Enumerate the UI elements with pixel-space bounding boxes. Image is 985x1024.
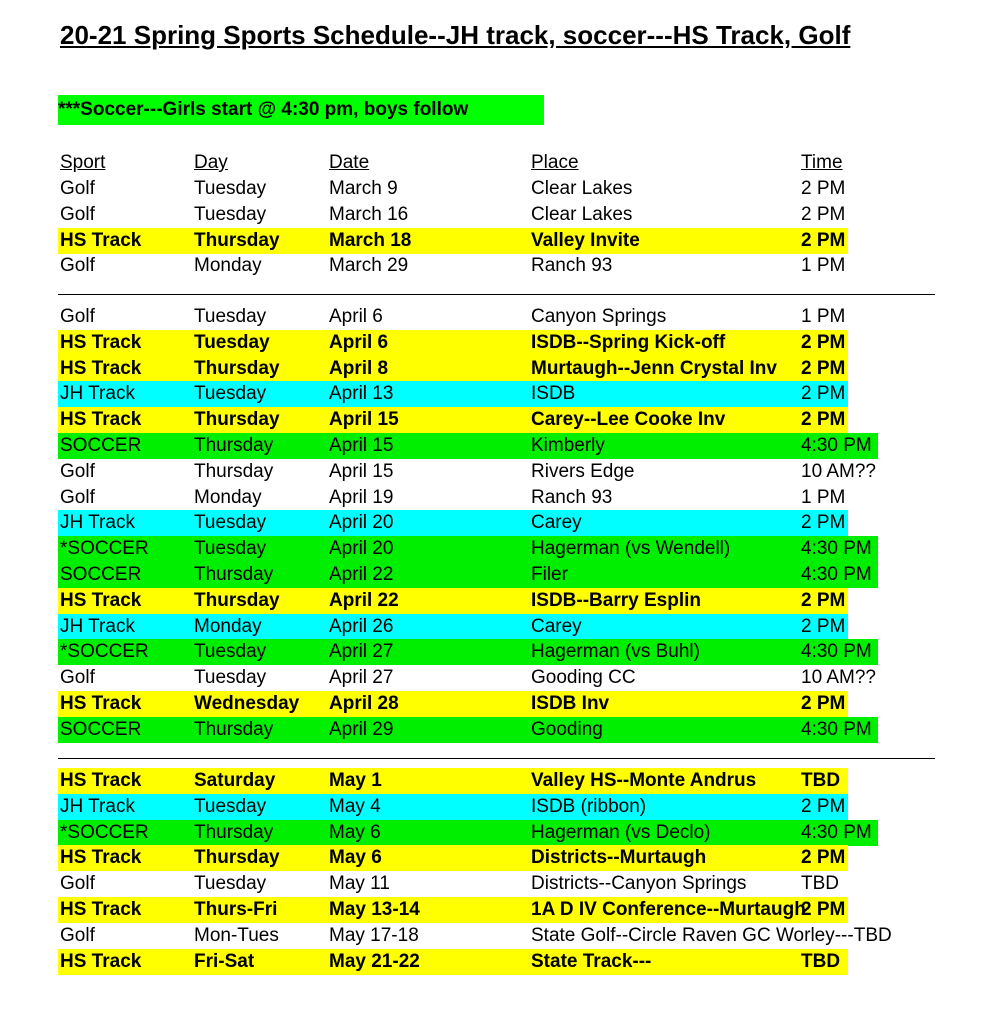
cell-date: April 22 <box>329 564 394 585</box>
cell-date: April 15 <box>329 435 394 456</box>
row-highlight <box>58 717 878 743</box>
cell-date: May 6 <box>329 821 381 843</box>
cell-sport: Golf <box>60 178 95 199</box>
cell-date: April 15 <box>329 409 399 431</box>
cell-date: May 13-14 <box>329 899 420 920</box>
cell-date: April 6 <box>329 306 383 327</box>
section-divider <box>58 758 935 759</box>
cell-date: April 8 <box>329 357 389 379</box>
cell-date: April 29 <box>329 718 394 740</box>
cell-place: ISDB--Spring Kick-off <box>531 331 726 353</box>
cell-sport: *SOCCER <box>60 641 149 663</box>
table-row <box>0 588 985 614</box>
cell-day: Thursday <box>194 460 274 482</box>
cell-place: Valley HS--Monte Andrus <box>531 770 757 791</box>
row-highlight <box>58 845 848 871</box>
cell-place: Carey--Lee Cooke Inv <box>531 409 726 431</box>
cell-day: Tuesday <box>194 667 267 689</box>
row-highlight <box>58 639 878 665</box>
cell-day: Tuesday <box>194 873 267 895</box>
table-row <box>0 768 985 794</box>
cell-place: 1A D IV Conference--Murtaugh <box>531 899 806 920</box>
cell-time: 1 PM <box>801 255 846 277</box>
cell-date: April 28 <box>329 693 399 714</box>
cell-time: 2 PM <box>801 178 846 199</box>
table-row <box>0 228 985 254</box>
row-highlight <box>58 820 878 846</box>
cell-place: ISDB <box>531 383 576 405</box>
cell-day: Mon-Tues <box>194 924 279 946</box>
cell-day: Fri-Sat <box>194 950 255 972</box>
cell-sport: Golf <box>60 203 95 225</box>
cell-place: Murtaugh--Jenn Crystal Inv <box>531 357 777 379</box>
header-day: Day <box>194 152 228 173</box>
table-row <box>0 717 985 743</box>
table-header <box>60 150 860 176</box>
section-divider <box>58 294 935 295</box>
cell-date: April 20 <box>329 512 394 534</box>
cell-sport: Golf <box>60 873 95 895</box>
cell-time: 4:30 PM <box>801 641 872 663</box>
row-highlight <box>58 562 878 588</box>
cell-sport: SOCCER <box>60 718 142 740</box>
cell-date: May 11 <box>329 873 390 895</box>
cell-time: 2 PM <box>801 383 846 405</box>
cell-day: Tuesday <box>194 306 267 327</box>
cell-time: 4:30 PM <box>801 718 872 740</box>
cell-date: March 29 <box>329 255 409 277</box>
table-row <box>0 536 985 562</box>
cell-day: Thursday <box>194 847 280 869</box>
cell-date: April 22 <box>329 589 399 611</box>
cell-date: May 6 <box>329 847 382 869</box>
cell-day: Wednesday <box>194 693 300 714</box>
cell-time: 2 PM <box>801 589 846 611</box>
cell-place: State Track--- <box>531 950 652 972</box>
cell-place: Hagerman (vs Buhl) <box>531 641 700 663</box>
cell-sport: JH Track <box>60 383 135 405</box>
cell-sport: Golf <box>60 306 95 327</box>
row-highlight <box>58 228 848 254</box>
cell-place: Ranch 93 <box>531 255 613 277</box>
cell-time: 10 AM?? <box>801 460 876 482</box>
cell-sport: HS Track <box>60 589 142 611</box>
table-row <box>0 562 985 588</box>
table-row <box>0 304 985 330</box>
table-row <box>0 253 985 279</box>
header-place: Place <box>531 152 579 173</box>
cell-date: April 27 <box>329 667 394 689</box>
cell-day: Tuesday <box>194 178 267 199</box>
table-row <box>0 794 985 820</box>
cell-time: 1 PM <box>801 486 846 508</box>
row-highlight <box>58 691 848 717</box>
table-row <box>0 845 985 871</box>
cell-day: Tuesday <box>194 641 267 663</box>
row-highlight <box>58 949 848 975</box>
cell-sport: JH Track <box>60 615 135 637</box>
cell-day: Thursday <box>194 409 280 431</box>
table-row <box>0 691 985 717</box>
cell-time: 2 PM <box>801 203 846 225</box>
table-row <box>0 433 985 459</box>
cell-day: Thursday <box>194 435 274 456</box>
row-highlight <box>58 588 848 614</box>
row-highlight <box>58 330 848 356</box>
cell-day: Monday <box>194 486 262 508</box>
table-row <box>0 485 985 511</box>
cell-date: May 21-22 <box>329 950 420 972</box>
table-row <box>0 202 985 228</box>
cell-sport: Golf <box>60 460 95 482</box>
table-row <box>0 897 985 923</box>
cell-place: Carey <box>531 512 582 534</box>
cell-sport: JH Track <box>60 795 135 817</box>
cell-date: March 18 <box>329 229 412 251</box>
cell-place: Clear Lakes <box>531 203 633 225</box>
cell-sport: SOCCER <box>60 564 142 585</box>
cell-day: Tuesday <box>194 538 267 560</box>
cell-sport: Golf <box>60 486 95 508</box>
table-row <box>0 871 985 897</box>
cell-date: April 20 <box>329 538 394 560</box>
cell-date: April 15 <box>329 460 394 482</box>
cell-date: April 13 <box>329 383 394 405</box>
header-date: Date <box>329 152 370 173</box>
cell-day: Saturday <box>194 770 276 791</box>
cell-place: Rivers Edge <box>531 460 635 482</box>
cell-day: Thursday <box>194 589 280 611</box>
header-sport: Sport <box>60 152 106 173</box>
cell-sport: HS Track <box>60 229 142 251</box>
cell-time: 2 PM <box>801 795 846 817</box>
cell-place: Valley Invite <box>531 229 640 251</box>
cell-date: April 19 <box>329 486 394 508</box>
table-row <box>0 459 985 485</box>
table-row <box>0 176 985 202</box>
cell-sport: HS Track <box>60 899 142 920</box>
cell-sport: Golf <box>60 924 95 946</box>
cell-day: Thursday <box>194 718 274 740</box>
cell-sport: JH Track <box>60 512 135 534</box>
header-time: Time <box>801 152 843 173</box>
cell-time: 2 PM <box>801 331 846 353</box>
cell-sport: HS Track <box>60 409 142 431</box>
cell-time: 2 PM <box>801 512 846 534</box>
cell-date: April 27 <box>329 641 394 663</box>
cell-time: 4:30 PM <box>801 435 872 456</box>
row-highlight <box>58 614 848 640</box>
table-row <box>0 639 985 665</box>
table-row <box>0 614 985 640</box>
cell-sport: HS Track <box>60 693 142 714</box>
cell-day: Thursday <box>194 564 274 585</box>
cell-time: 2 PM <box>801 615 846 637</box>
cell-sport: HS Track <box>60 770 142 791</box>
cell-day: Tuesday <box>194 203 267 225</box>
cell-time: 2 PM <box>801 357 846 379</box>
cell-day: Thursday <box>194 821 274 843</box>
cell-date: March 16 <box>329 203 409 225</box>
cell-sport: *SOCCER <box>60 821 149 843</box>
cell-sport: SOCCER <box>60 435 142 456</box>
cell-place: Hagerman (vs Wendell) <box>531 538 731 560</box>
table-row <box>0 820 985 846</box>
cell-sport: HS Track <box>60 950 142 972</box>
cell-sport: *SOCCER <box>60 538 149 560</box>
cell-date: April 6 <box>329 331 389 353</box>
row-highlight <box>58 536 878 562</box>
cell-time: 10 AM?? <box>801 667 876 689</box>
cell-sport: HS Track <box>60 357 142 379</box>
cell-date: May 1 <box>329 770 382 791</box>
cell-place: Gooding CC <box>531 667 636 689</box>
row-highlight <box>58 510 848 536</box>
cell-time: 4:30 PM <box>801 564 872 585</box>
cell-place: Canyon Springs <box>531 306 667 327</box>
cell-day: Thursday <box>194 229 280 251</box>
cell-day: Monday <box>194 255 262 277</box>
table-row <box>0 330 985 356</box>
cell-place: ISDB (ribbon) <box>531 795 647 817</box>
table-row <box>0 381 985 407</box>
row-highlight <box>58 407 848 433</box>
cell-time: TBD <box>801 873 839 895</box>
cell-place: Hagerman (vs Declo) <box>531 821 711 843</box>
cell-time: TBD <box>801 950 841 972</box>
row-highlight <box>58 794 848 820</box>
cell-time: TBD <box>801 770 841 791</box>
soccer-note: ***Soccer---Girls start @ 4:30 pm, boys follow <box>58 95 544 125</box>
cell-day: Tuesday <box>194 795 267 817</box>
cell-place: ISDB Inv <box>531 693 610 714</box>
cell-time: 4:30 PM <box>801 821 872 843</box>
cell-sport: HS Track <box>60 331 142 353</box>
cell-day: Monday <box>194 615 262 637</box>
table-row <box>0 949 985 975</box>
cell-date: April 26 <box>329 615 394 637</box>
table-row <box>0 923 985 949</box>
cell-time: 2 PM <box>801 899 846 920</box>
row-highlight <box>58 381 848 407</box>
cell-time: 4:30 PM <box>801 538 872 560</box>
cell-place: Carey <box>531 615 582 637</box>
cell-sport: HS Track <box>60 847 142 869</box>
cell-date: May 4 <box>329 795 381 817</box>
cell-sport: Golf <box>60 255 95 277</box>
cell-place: Ranch 93 <box>531 486 613 508</box>
cell-place: Districts--Murtaugh <box>531 847 707 869</box>
cell-time: 1 PM <box>801 306 846 327</box>
cell-place: Clear Lakes <box>531 178 633 199</box>
cell-place: Districts--Canyon Springs <box>531 873 747 895</box>
cell-day: Tuesday <box>194 383 267 405</box>
cell-time: 2 PM <box>801 229 846 251</box>
cell-day: Tuesday <box>194 512 267 534</box>
table-row <box>0 356 985 382</box>
cell-place: Gooding <box>531 718 603 740</box>
cell-sport: Golf <box>60 667 95 689</box>
cell-place: Kimberly <box>531 435 605 456</box>
cell-time: 2 PM <box>801 847 846 869</box>
cell-date: March 9 <box>329 178 398 199</box>
cell-place: Filer <box>531 564 568 585</box>
cell-date: May 17-18 <box>329 924 419 946</box>
cell-day: Thursday <box>194 357 280 379</box>
row-highlight <box>58 433 878 459</box>
cell-place: State Golf--Circle Raven GC Worley---TBD <box>531 924 892 946</box>
cell-day: Tuesday <box>194 331 270 353</box>
cell-time: 2 PM <box>801 693 846 714</box>
table-row <box>0 665 985 691</box>
table-row <box>0 510 985 536</box>
cell-day: Thurs-Fri <box>194 899 278 920</box>
cell-place: ISDB--Barry Esplin <box>531 589 701 611</box>
cell-time: 2 PM <box>801 409 846 431</box>
table-row <box>0 407 985 433</box>
page-title: 20-21 Spring Sports Schedule--JH track, soccer---HS Track, Golf <box>60 20 851 50</box>
